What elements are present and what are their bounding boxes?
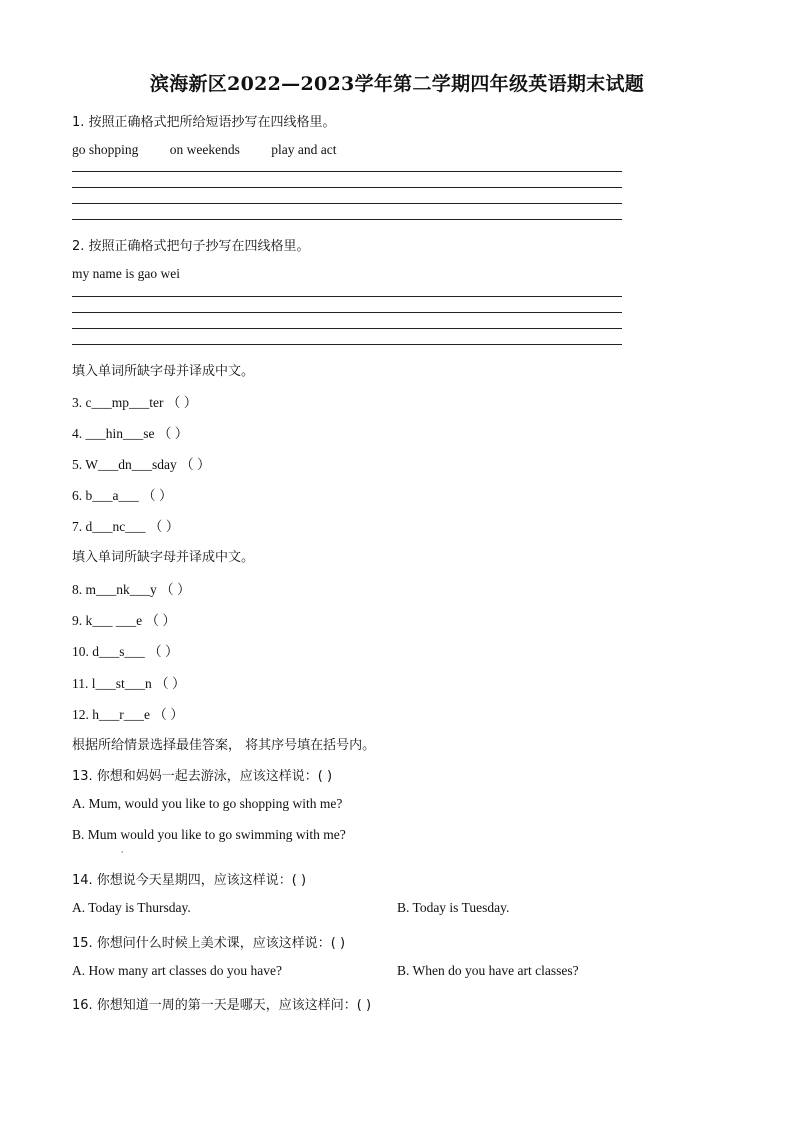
fill-item-4: 4. ___hin___se （ ） (72, 426, 189, 441)
section-heading-choice: 根据所给情景选择最佳答案， 将其序号填在括号内。 (72, 738, 376, 753)
grid-line (72, 328, 622, 329)
stray-comma-mark: , (121, 845, 124, 854)
section-heading-fill-2: 填入单词所缺字母并译成中文。 (72, 550, 255, 565)
q2-sentence: my name is gao wei (72, 266, 180, 281)
q1-phrases (72, 142, 364, 158)
q2-prompt: 2. 按照正确格式把句子抄写在四线格里。 (72, 239, 310, 254)
fill-item-5: 5. W___dn___sday （ ） (72, 457, 211, 472)
q15-option-b: B. When do you have art classes? (397, 963, 579, 978)
grid-line (72, 312, 622, 313)
phrase-3: play and act (271, 142, 337, 157)
q14-option-a: A. Today is Thursday. (72, 900, 191, 915)
fill-item-8: 8. m___nk___y （ ） (72, 582, 191, 597)
fill-item-9: 9. k___ ___e （ ） (72, 613, 176, 628)
q14-prompt: 14. 你想说今天星期四，应该这样说：( ) (72, 873, 307, 888)
q13-option-b: B. Mum would you like to go swimming with me? (72, 827, 346, 842)
q13-prompt: 13. 你想和妈妈一起去游泳，应该这样说：( ) (72, 769, 333, 784)
section-heading-fill-1: 填入单词所缺字母并译成中文。 (72, 364, 255, 379)
phrase-1: go shopping (72, 142, 139, 157)
phrase-2: on weekends (169, 142, 240, 157)
q14-option-b: B. Today is Tuesday. (397, 900, 510, 915)
grid-line (72, 187, 622, 188)
q15-prompt: 15. 你想问什么时候上美术课，应该这样说：( ) (72, 936, 346, 951)
q13-option-a: A. Mum, would you like to go shopping with me? (72, 796, 343, 811)
grid-line (72, 219, 622, 220)
grid-line (72, 296, 622, 297)
fill-item-7: 7. d___nc___ （ ） (72, 519, 180, 534)
fill-item-12: 12. h___r___e （ ） (72, 707, 184, 722)
q16-prompt: 16. 你想知道一周的第一天是哪天，应该这样问：( ) (72, 998, 372, 1013)
fill-item-10: 10. d___s___ （ ） (72, 644, 179, 659)
fill-item-6: 6. b___a___ （ ） (72, 488, 173, 503)
grid-line (72, 344, 622, 345)
fill-item-11: 11. l___st___n （ ） (72, 676, 186, 691)
q15-option-a: A. How many art classes do you have? (72, 963, 282, 978)
fill-item-3: 3. c___mp___ter （ ） (72, 395, 198, 410)
document-title: 滨海新区2022—2023学年第二学期四年级英语期末试题 (149, 73, 645, 95)
q1-prompt: 1. 按照正确格式把所给短语抄写在四线格里。 (72, 115, 336, 130)
grid-line (72, 203, 622, 204)
grid-line (72, 171, 622, 172)
